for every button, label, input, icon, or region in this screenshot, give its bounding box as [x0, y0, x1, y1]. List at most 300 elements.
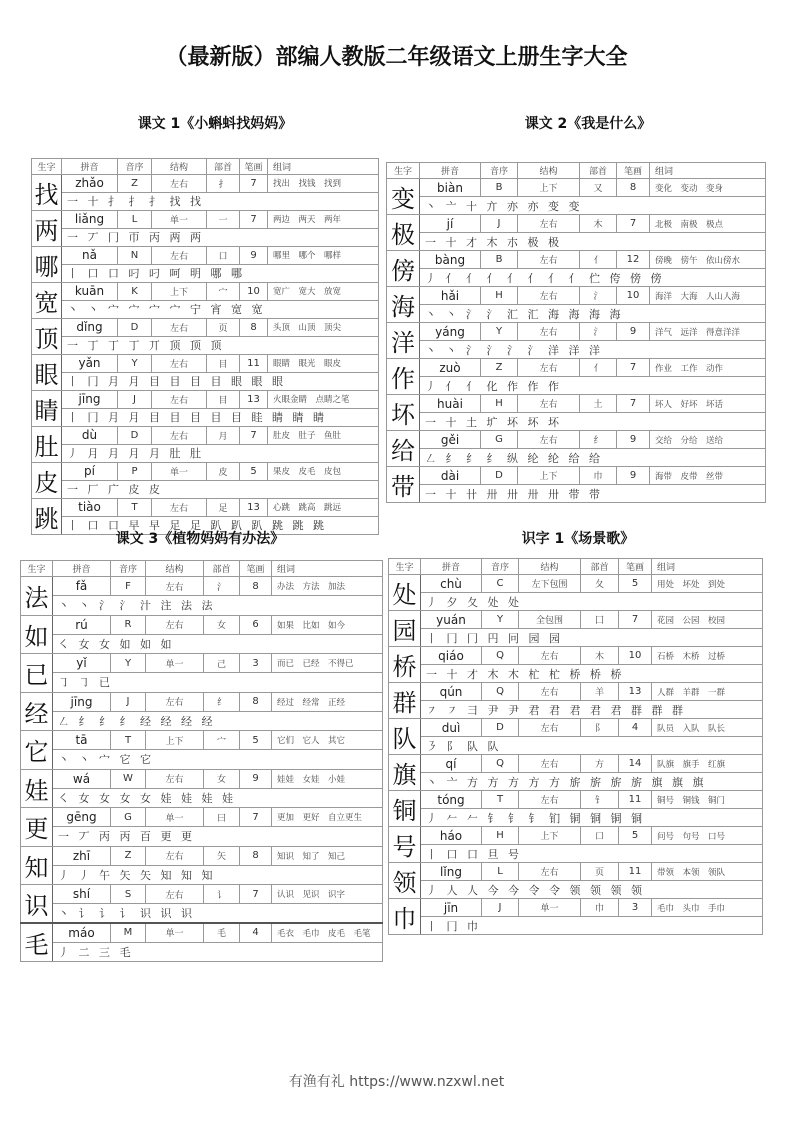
- stroke-order-row: [389, 881, 763, 899]
- pinyin: qún: [421, 683, 482, 701]
- table-header: [387, 163, 766, 179]
- initial-letter: D: [118, 319, 152, 337]
- table-row: [21, 885, 383, 904]
- radical: 毛: [204, 923, 240, 942]
- structure: 上下: [146, 731, 204, 750]
- structure: 左右: [518, 215, 580, 233]
- word-examples: 铜号 铜钱 铜门: [652, 791, 763, 809]
- pinyin: jīng: [62, 391, 118, 409]
- pinyin: chù: [421, 575, 482, 593]
- stroke-count: 4: [619, 719, 652, 737]
- stroke-order: ㇜ 纟 纟 纟 经 经 经 经: [53, 711, 383, 730]
- column-header: 结构: [152, 159, 207, 175]
- radical: 方: [581, 755, 619, 773]
- pinyin: gēng: [53, 808, 111, 827]
- structure: 左右: [518, 359, 580, 377]
- stroke-order: 丨 冂 月 月 目 目 目 目 眼 眼 眼: [62, 372, 379, 390]
- character-table: [388, 558, 763, 935]
- structure: 上下: [519, 827, 581, 845]
- column-header: 组词: [272, 561, 383, 577]
- character: 巾: [389, 899, 421, 935]
- structure: 左右: [152, 247, 207, 265]
- structure: 左右: [518, 431, 580, 449]
- stroke-order-row: [389, 773, 763, 791]
- stroke-order-row: [21, 596, 383, 615]
- stroke-order: 丿 亻 亻 亻 亻 亻 亻 亻 伫 侉 傍 傍: [420, 269, 766, 287]
- stroke-order-row: [387, 377, 766, 395]
- stroke-order: 丨 冂 巾: [421, 917, 763, 935]
- stroke-order: 一 十 才 木 朩 极 极: [420, 233, 766, 251]
- pinyin: tā: [53, 731, 111, 750]
- stroke-order: 丶 丶 宀 它 它: [53, 750, 383, 769]
- initial-letter: C: [482, 575, 519, 593]
- initial-letter: D: [118, 427, 152, 445]
- table-row: [21, 769, 383, 788]
- pinyin: zhǎo: [62, 175, 118, 193]
- structure: 左右: [146, 692, 204, 711]
- structure: 左右: [518, 323, 580, 341]
- character-table: [31, 158, 379, 535]
- word-examples: 找出 找钱 找到: [268, 175, 379, 193]
- table-row: [389, 863, 763, 881]
- radical: 纟: [204, 692, 240, 711]
- stroke-order: 一 丆 冂 帀 丙 两 两: [62, 228, 379, 246]
- initial-letter: T: [482, 791, 519, 809]
- stroke-order: 丶 亠 方 方 方 方 方 旂 旂 旂 旂 旗 旗 旗: [421, 773, 763, 791]
- structure: 左右: [519, 863, 581, 881]
- character: 海: [387, 287, 420, 323]
- table-row: [21, 846, 383, 865]
- character: 旗: [389, 755, 421, 791]
- stroke-order: 一 十 卄 卅 卅 卅 卅 带 带: [420, 485, 766, 503]
- character: 园: [389, 611, 421, 647]
- character: 眼: [32, 355, 62, 391]
- initial-letter: B: [481, 179, 518, 197]
- character: 睛: [32, 391, 62, 427]
- stroke-order-row: [389, 593, 763, 611]
- stroke-count: 8: [240, 577, 272, 596]
- table-row: [389, 683, 763, 701]
- stroke-order-row: [389, 809, 763, 827]
- radical: 土: [580, 395, 617, 413]
- stroke-count: 10: [619, 647, 652, 665]
- character: 坏: [387, 395, 420, 431]
- stroke-count: 7: [619, 611, 652, 629]
- structure: 左右: [519, 791, 581, 809]
- word-examples: 队旗 旗手 红旗: [652, 755, 763, 773]
- stroke-order-row: [32, 336, 379, 354]
- word-examples: 更加 更好 自立更生: [272, 808, 383, 827]
- word-examples: 宽广 宽大 放宽: [268, 283, 379, 301]
- pinyin: hǎi: [420, 287, 481, 305]
- stroke-order: ㇛ 女 女 如 如 如: [53, 634, 383, 653]
- stroke-order: 丿 丿 午 矢 矢 知 知 知: [53, 865, 383, 884]
- structure: 上下: [518, 179, 580, 197]
- character: 识: [21, 885, 53, 924]
- word-examples: 队员 入队 队长: [652, 719, 763, 737]
- initial-letter: R: [111, 615, 146, 634]
- radical: 矢: [204, 846, 240, 865]
- radical: 亻: [580, 251, 617, 269]
- stroke-order: 丿 月 月 月 月 肚 肚: [62, 444, 379, 462]
- initial-letter: K: [118, 283, 152, 301]
- column-header: 部首: [581, 559, 619, 575]
- pinyin: yuán: [421, 611, 482, 629]
- stroke-count: 8: [240, 319, 268, 337]
- structure: 左右: [518, 251, 580, 269]
- pinyin: háo: [421, 827, 482, 845]
- stroke-order-row: [387, 197, 766, 215]
- pinyin: fǎ: [53, 577, 111, 596]
- stroke-order: ㇆ ㇆ 已: [53, 673, 383, 692]
- word-examples: 认识 见识 识字: [272, 885, 383, 904]
- character: 跳: [32, 499, 62, 535]
- stroke-order-row: [387, 233, 766, 251]
- initial-letter: Y: [111, 654, 146, 673]
- initial-letter: B: [481, 251, 518, 269]
- stroke-order-row: [21, 865, 383, 884]
- character: 已: [21, 654, 53, 693]
- initial-letter: T: [111, 731, 146, 750]
- column-header: 生字: [387, 163, 420, 179]
- column-header: 音序: [111, 561, 146, 577]
- initial-letter: Y: [482, 611, 519, 629]
- character: 法: [21, 577, 53, 616]
- stroke-order-row: [389, 845, 763, 863]
- pinyin: nǎ: [62, 247, 118, 265]
- stroke-count: 5: [619, 575, 652, 593]
- pinyin: máo: [53, 923, 111, 942]
- pinyin: shí: [53, 885, 111, 904]
- stroke-order-row: [387, 305, 766, 323]
- structure: 单一: [519, 899, 581, 917]
- word-examples: 眼睛 眼光 眼皮: [268, 355, 379, 373]
- table-row: [21, 615, 383, 634]
- stroke-order-row: [21, 827, 383, 846]
- radical: 宀: [207, 283, 240, 301]
- word-examples: 毛巾 头巾 手巾: [652, 899, 763, 917]
- table-row: [389, 899, 763, 917]
- stroke-order: 丶 丶 氵 氵 氵 氵 洋 洋 洋: [420, 341, 766, 359]
- stroke-order-row: [389, 701, 763, 719]
- initial-letter: J: [482, 899, 519, 917]
- stroke-count: 3: [240, 654, 272, 673]
- structure: 单一: [146, 654, 204, 673]
- stroke-order-row: [389, 917, 763, 935]
- stroke-count: 3: [619, 899, 652, 917]
- stroke-count: 7: [617, 395, 650, 413]
- radical: 目: [207, 391, 240, 409]
- radical: 羊: [581, 683, 619, 701]
- character: 给: [387, 431, 420, 467]
- radical: 页: [207, 319, 240, 337]
- radical: 目: [207, 355, 240, 373]
- word-examples: 毛衣 毛巾 皮毛 毛笔: [272, 923, 383, 942]
- initial-letter: W: [111, 769, 146, 788]
- table-row: [21, 923, 383, 942]
- stroke-order: 丨 口 口 早 早 足 足 趴 趴 趴 跳 跳 跳: [62, 516, 379, 534]
- stroke-count: 5: [619, 827, 652, 845]
- table-row: [387, 395, 766, 413]
- radical: 钅: [581, 791, 619, 809]
- character: 找: [32, 175, 62, 211]
- character: 领: [389, 863, 421, 899]
- structure: 全包围: [519, 611, 581, 629]
- stroke-order: 丿 亻 亻 化 作 作 作: [420, 377, 766, 395]
- structure: 单一: [146, 923, 204, 942]
- stroke-count: 8: [617, 179, 650, 197]
- character: 顶: [32, 319, 62, 355]
- word-examples: 用处 坏处 到处: [652, 575, 763, 593]
- word-examples: 果皮 皮毛 皮包: [268, 463, 379, 481]
- radical: 月: [207, 427, 240, 445]
- structure: 左右: [519, 647, 581, 665]
- stroke-count: 7: [617, 359, 650, 377]
- stroke-order-row: [32, 444, 379, 462]
- stroke-order-row: [21, 673, 383, 692]
- structure: 左右: [146, 769, 204, 788]
- structure: 左右: [146, 577, 204, 596]
- stroke-order: 丨 冂 冂 円 冋 园 园: [421, 629, 763, 647]
- structure: 左右: [146, 846, 204, 865]
- initial-letter: H: [481, 395, 518, 413]
- table-row: [387, 431, 766, 449]
- table-header: [389, 559, 763, 575]
- radical: 女: [204, 769, 240, 788]
- stroke-order-row: [389, 737, 763, 755]
- structure: 左右: [519, 719, 581, 737]
- stroke-order: 丶 讠 讠 讠 识 识 识: [53, 904, 383, 923]
- radical: 皮: [207, 463, 240, 481]
- stroke-order: 一 厂 广 皮 皮: [62, 480, 379, 498]
- initial-letter: J: [118, 391, 152, 409]
- radical: 木: [580, 215, 617, 233]
- pinyin: gěi: [420, 431, 481, 449]
- character: 带: [387, 467, 420, 503]
- stroke-order: ㇜ 纟 纟 纟 纵 纶 纶 给 给: [420, 449, 766, 467]
- pinyin: zhī: [53, 846, 111, 865]
- table-row: [387, 251, 766, 269]
- column-header: 拼音: [62, 159, 118, 175]
- pinyin: kuān: [62, 283, 118, 301]
- pinyin: huài: [420, 395, 481, 413]
- radical: 足: [207, 499, 240, 517]
- column-header: 结构: [146, 561, 204, 577]
- word-examples: 人群 羊群 一群: [652, 683, 763, 701]
- stroke-order: 丿 二 三 毛: [53, 942, 383, 961]
- stroke-count: 10: [617, 287, 650, 305]
- word-examples: 知识 知了 知己: [272, 846, 383, 865]
- radical: 己: [204, 654, 240, 673]
- stroke-count: 5: [240, 463, 268, 481]
- character-table: [20, 560, 383, 962]
- character: 经: [21, 692, 53, 731]
- stroke-order: ㇋ 阝 队 队: [421, 737, 763, 755]
- column-header: 组词: [268, 159, 379, 175]
- stroke-count: 14: [619, 755, 652, 773]
- initial-letter: J: [111, 692, 146, 711]
- stroke-order-row: [32, 408, 379, 426]
- column-header: 生字: [32, 159, 62, 175]
- stroke-order-row: [387, 449, 766, 467]
- table-row: [32, 211, 379, 229]
- structure: 左右: [146, 885, 204, 904]
- stroke-count: 7: [240, 175, 268, 193]
- word-examples: 火眼金睛 点睛之笔: [268, 391, 379, 409]
- table-row: [387, 359, 766, 377]
- stroke-order: 一 十 才 木 木 杧 杧 桥 桥 桥: [421, 665, 763, 683]
- initial-letter: M: [111, 923, 146, 942]
- character: 队: [389, 719, 421, 755]
- initial-letter: Y: [481, 323, 518, 341]
- stroke-count: 9: [617, 323, 650, 341]
- table-row: [387, 287, 766, 305]
- word-examples: 石桥 木桥 过桥: [652, 647, 763, 665]
- pinyin: pí: [62, 463, 118, 481]
- pinyin: rú: [53, 615, 111, 634]
- word-examples: 两边 两天 两年: [268, 211, 379, 229]
- initial-letter: Z: [118, 175, 152, 193]
- initial-letter: H: [481, 287, 518, 305]
- pinyin: qiáo: [421, 647, 482, 665]
- structure: 左右: [146, 615, 204, 634]
- radical: 夂: [581, 575, 619, 593]
- stroke-count: 6: [240, 615, 272, 634]
- initial-letter: Z: [481, 359, 518, 377]
- radical: 氵: [580, 287, 617, 305]
- word-examples: 头顶 山顶 顶尖: [268, 319, 379, 337]
- word-examples: 如果 比如 如今: [272, 615, 383, 634]
- word-examples: 而已 已经 不得已: [272, 654, 383, 673]
- radical: 又: [580, 179, 617, 197]
- column-header: 结构: [519, 559, 581, 575]
- page-title: （最新版）部编人教版二年级语文上册生字大全: [165, 45, 628, 70]
- pinyin: duì: [421, 719, 482, 737]
- character: 桥: [389, 647, 421, 683]
- word-examples: 变化 变动 变身: [650, 179, 766, 197]
- radical: 纟: [580, 431, 617, 449]
- column-header: 音序: [482, 559, 519, 575]
- radical: 页: [581, 863, 619, 881]
- word-examples: 它们 它人 其它: [272, 731, 383, 750]
- column-header: 部首: [204, 561, 240, 577]
- pinyin: qí: [421, 755, 482, 773]
- stroke-count: 11: [619, 863, 652, 881]
- column-header: 拼音: [420, 163, 481, 179]
- column-header: 音序: [118, 159, 152, 175]
- pinyin: dài: [420, 467, 481, 485]
- initial-letter: J: [481, 215, 518, 233]
- radical: 扌: [207, 175, 240, 193]
- column-header: 拼音: [53, 561, 111, 577]
- stroke-count: 11: [240, 355, 268, 373]
- radical: 巾: [580, 467, 617, 485]
- stroke-order: 一 十 扌 扌 扌 找 找: [62, 192, 379, 210]
- table-row: [32, 427, 379, 445]
- structure: 单一: [152, 463, 207, 481]
- stroke-order-row: [32, 300, 379, 318]
- stroke-order-row: [21, 788, 383, 807]
- stroke-count: 4: [240, 923, 272, 942]
- radical: 曰: [204, 808, 240, 827]
- structure: 上下: [152, 283, 207, 301]
- stroke-order-row: [21, 634, 383, 653]
- word-examples: 带领 本领 领队: [652, 863, 763, 881]
- word-examples: 北极 南极 极点: [650, 215, 766, 233]
- stroke-order-row: [32, 372, 379, 390]
- character: 号: [389, 827, 421, 863]
- column-header: 笔画: [240, 159, 268, 175]
- stroke-order-row: [21, 942, 383, 961]
- word-examples: 海洋 大海 人山人海: [650, 287, 766, 305]
- initial-letter: H: [482, 827, 519, 845]
- character: 肚: [32, 427, 62, 463]
- initial-letter: Q: [482, 755, 519, 773]
- column-header: 笔画: [617, 163, 650, 179]
- stroke-count: 10: [240, 283, 268, 301]
- character: 作: [387, 359, 420, 395]
- stroke-order: 丨 冂 月 月 目 目 目 目 目 眭 睛 睛 睛: [62, 408, 379, 426]
- radical: 宀: [204, 731, 240, 750]
- stroke-order-row: [32, 480, 379, 498]
- structure: 左右: [152, 355, 207, 373]
- stroke-order: 一 十 土 圹 坏 坏 坏: [420, 413, 766, 431]
- radical: 讠: [204, 885, 240, 904]
- pinyin: lǐng: [421, 863, 482, 881]
- stroke-order: 丶 亠 十 亣 亦 亦 变 变: [420, 197, 766, 215]
- stroke-order-row: [387, 485, 766, 503]
- stroke-order-row: [32, 192, 379, 210]
- character: 群: [389, 683, 421, 719]
- character: 变: [387, 179, 420, 215]
- radical: 一: [207, 211, 240, 229]
- stroke-order: 丿 人 人 今 今 令 令 领 领 领 领: [421, 881, 763, 899]
- word-examples: 肚皮 肚子 鱼肚: [268, 427, 379, 445]
- word-examples: 洋气 远洋 得意洋洋: [650, 323, 766, 341]
- stroke-order: ㇇ ㇇ 彐 尹 尹 君 君 君 君 君 群 群 群: [421, 701, 763, 719]
- pinyin: tóng: [421, 791, 482, 809]
- column-header: 笔画: [240, 561, 272, 577]
- word-examples: 作业 工作 动作: [650, 359, 766, 377]
- stroke-count: 7: [240, 427, 268, 445]
- table-row: [32, 499, 379, 517]
- structure: 左右: [518, 287, 580, 305]
- lesson-title: 课文 1《小蝌蚪找妈妈》: [137, 116, 293, 132]
- column-header: 部首: [207, 159, 240, 175]
- stroke-order: 一 丆 丙 丙 百 更 更: [53, 827, 383, 846]
- stroke-count: 12: [617, 251, 650, 269]
- radical: 口: [207, 247, 240, 265]
- column-header: 组词: [650, 163, 766, 179]
- table-row: [32, 355, 379, 373]
- stroke-order-row: [32, 228, 379, 246]
- stroke-count: 9: [617, 467, 650, 485]
- initial-letter: S: [111, 885, 146, 904]
- stroke-count: 13: [240, 499, 268, 517]
- character: 娃: [21, 769, 53, 808]
- character: 哪: [32, 247, 62, 283]
- stroke-count: 13: [619, 683, 652, 701]
- column-header: 生字: [389, 559, 421, 575]
- word-examples: 海带 皮带 丝带: [650, 467, 766, 485]
- character: 宽: [32, 283, 62, 319]
- word-examples: 娃娃 女娃 小娃: [272, 769, 383, 788]
- pinyin: jīn: [421, 899, 482, 917]
- radical: 口: [581, 827, 619, 845]
- table-row: [21, 731, 383, 750]
- pinyin: biàn: [420, 179, 481, 197]
- pinyin: wá: [53, 769, 111, 788]
